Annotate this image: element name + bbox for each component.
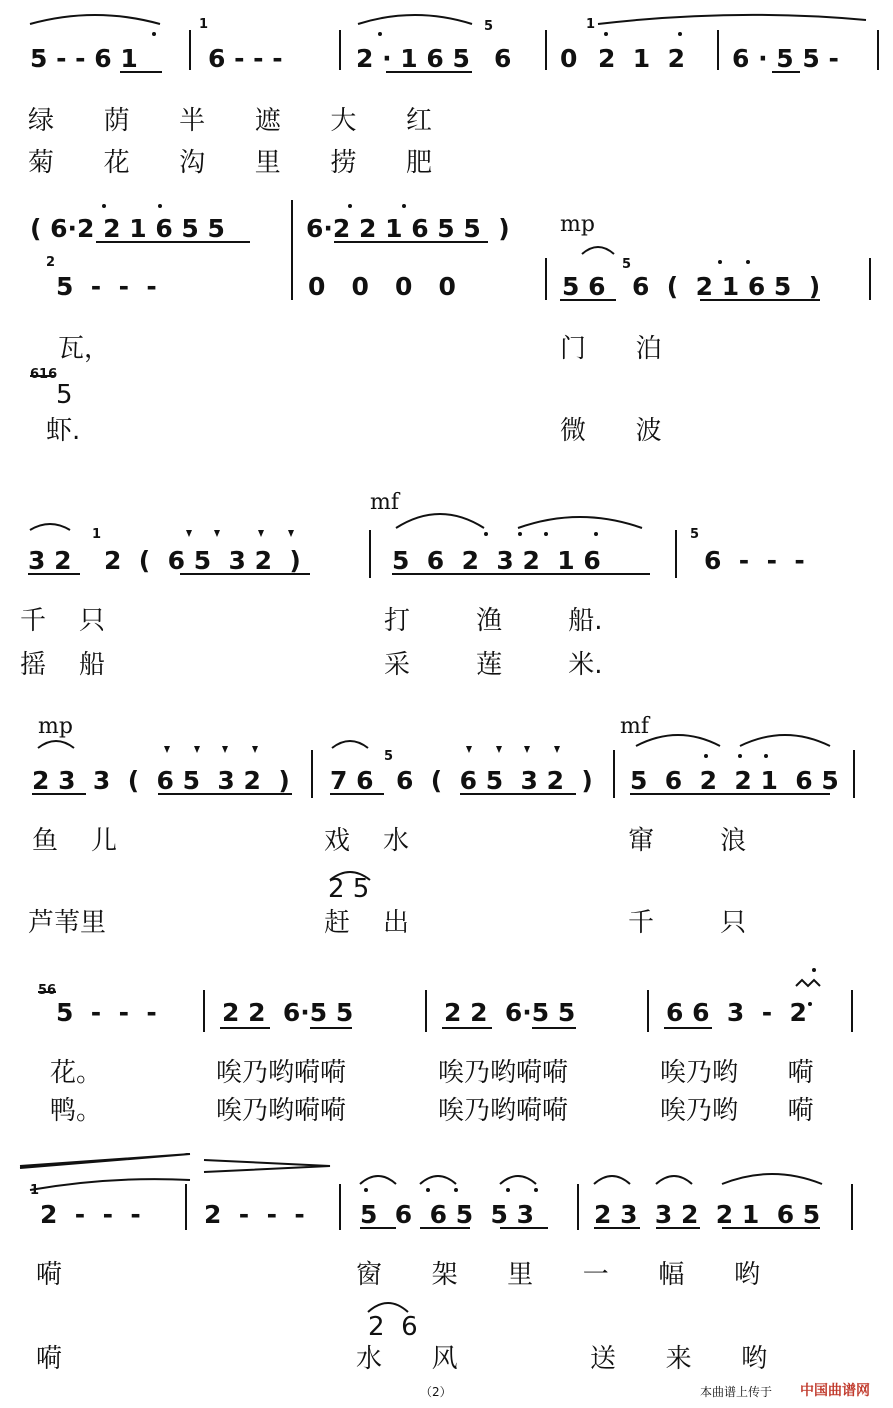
- grace-note: 1: [199, 17, 209, 32]
- note-group: 2 3 3 2 2 1 6 5: [594, 1200, 821, 1229]
- grace-note: 5: [690, 527, 700, 542]
- grace-note: 56: [38, 983, 57, 998]
- grace-note: 5: [622, 257, 632, 272]
- note-group: 6 - - -: [208, 44, 283, 73]
- note-group: 5 6 2 3 2 1 6: [392, 546, 601, 575]
- note-group: 2 - - -: [204, 1200, 305, 1229]
- note-group: 2 1 2: [598, 44, 685, 73]
- lyric-line: 虾.: [46, 416, 81, 446]
- note-group: ( 6·2 2 1 6 5 5: [30, 214, 225, 243]
- lyric-line: 摇 船: [20, 650, 106, 680]
- note-group: 5 6 2 2 1 6 5: [630, 766, 839, 795]
- grace-note: 2: [46, 255, 56, 270]
- lyric-line: 唉乃哟嗬嗬: [438, 1096, 569, 1126]
- site-logo[interactable]: 中国曲谱网: [800, 1383, 870, 1399]
- lyric-line: 嗬: [36, 1344, 63, 1374]
- grace-note: 5: [484, 19, 494, 34]
- lyric-line: 门 泊: [560, 334, 662, 364]
- dynamic-marking: mf: [620, 714, 650, 739]
- lyric-line: 千 只: [628, 908, 747, 938]
- lyric-line: 芦苇里: [28, 908, 107, 938]
- note-group: 2 2 6·5 5: [222, 998, 354, 1027]
- dynamic-marking: mp: [560, 212, 595, 237]
- lyric-line: 唉乃哟 嗬: [660, 1058, 814, 1088]
- note-group: 2 - - -: [40, 1200, 141, 1229]
- lyric-line: 2 5: [328, 874, 370, 904]
- lyric-line: 戏 水: [324, 826, 410, 856]
- note-group: 6 · 5 5 -: [732, 44, 839, 73]
- lyric-line: 微 波: [560, 416, 662, 446]
- lyric-line: 鱼 儿: [32, 826, 118, 856]
- dynamic-marking: mp: [38, 714, 73, 739]
- upload-note: 本曲谱上传于: [700, 1385, 773, 1399]
- grace-note: 5: [384, 749, 394, 764]
- lyric-line: 5: [56, 380, 73, 410]
- note-group: 2 3 3 ( 6 5 3 2 ): [32, 766, 290, 795]
- page-number: （2）: [420, 1385, 452, 1399]
- lyric-line: 赶 出: [324, 908, 410, 938]
- grace-note: 1: [586, 17, 596, 32]
- note-group: 6 - - -: [704, 546, 805, 575]
- note-group: 6 ( 6 5 3 2 ): [396, 766, 593, 795]
- note-group: 5 - - -: [56, 272, 157, 301]
- lyric-line: 菊 花 沟 里 捞 肥: [28, 148, 432, 178]
- note-group: 2 · 1 6 5: [356, 44, 470, 73]
- dynamic-marking: mf: [370, 490, 400, 515]
- note-group: 5 - - -: [56, 998, 157, 1027]
- note-group: 3 2: [28, 546, 72, 575]
- grace-note: 616: [30, 367, 58, 382]
- lyric-line: 唉乃哟嗬嗬: [216, 1058, 347, 1088]
- note-group: 6·2 2 1 6 5 5 ): [306, 214, 510, 243]
- lyric-line: 唉乃哟 嗬: [660, 1096, 814, 1126]
- note-group: 5 - - 6 1: [30, 44, 138, 73]
- note-group: 6 ( 2 1 6 5 ): [632, 272, 821, 301]
- note-group: 6 6 3 - 2: [666, 998, 807, 1027]
- note-group: 5 6 6 5 5 3: [360, 1200, 534, 1229]
- grace-note: 1: [30, 1183, 40, 1198]
- lyric-line: 唉乃哟嗬嗬: [438, 1058, 569, 1088]
- lyric-line: 唉乃哟嗬嗬: [216, 1096, 347, 1126]
- lyric-line: 嗬: [36, 1260, 63, 1290]
- lyric-line: 采 莲 米.: [384, 650, 603, 680]
- lyric-line: 绿 荫 半 遮 大 红: [28, 106, 432, 136]
- lyric-line: 千 只: [20, 606, 106, 636]
- lyric-line: 瓦，: [58, 334, 111, 364]
- lyric-line: 水 风: [356, 1344, 458, 1374]
- note-group: 0: [560, 44, 578, 73]
- note-group: 6: [494, 44, 512, 73]
- note-group: 2 2 6·5 5: [444, 998, 576, 1027]
- note-group: 5 6: [562, 272, 606, 301]
- note-group: 7 6: [330, 766, 374, 795]
- grace-note: 1: [92, 527, 102, 542]
- lyric-line: 窗 架 里 一 幅 哟: [356, 1260, 760, 1290]
- lyric-line: 鸭。: [50, 1096, 103, 1126]
- lyric-line: 花。: [50, 1058, 103, 1088]
- note-group: 2 ( 6 5 3 2 ): [104, 546, 301, 575]
- lyric-line: 2 6: [368, 1312, 418, 1342]
- lyric-line: 窜 浪: [628, 826, 747, 856]
- lyric-line: 打 渔 船.: [384, 606, 603, 636]
- lyric-line: 送 来 哟: [590, 1344, 768, 1374]
- note-group: 0 0 0 0: [308, 272, 456, 301]
